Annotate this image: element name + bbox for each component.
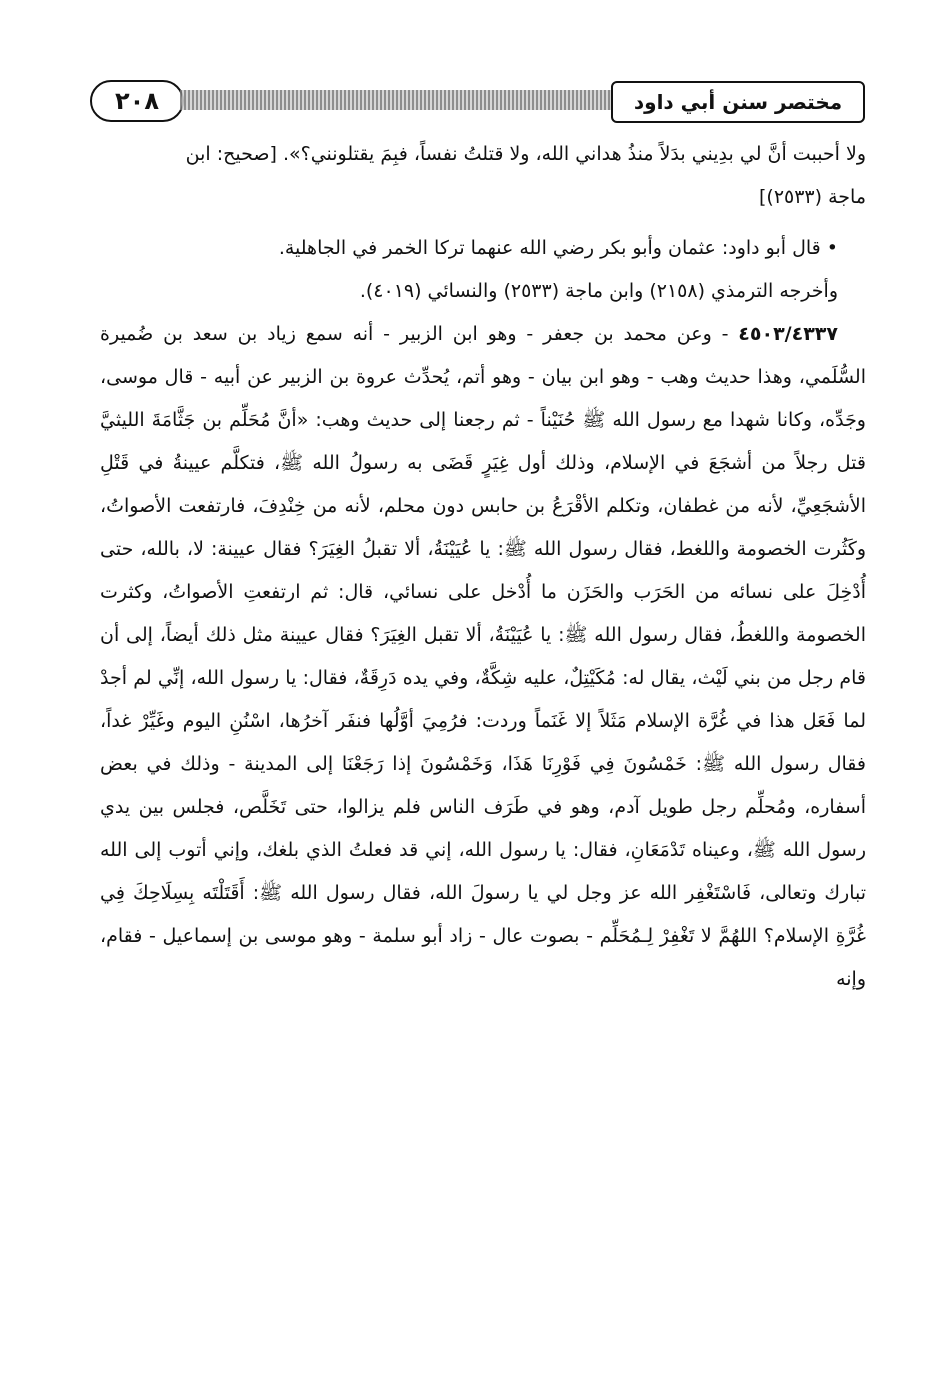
paragraph-takhrij: وأخرجه الترمذي (٢١٥٨) وابن ماجة (٢٥٣٣) والنسائي (٤٠١٩).	[359, 280, 838, 302]
book-title-box	[611, 81, 865, 123]
spacer	[100, 219, 866, 227]
hadith-ending-line-1: ولا أحببت أنَّ لي بدِيني بدَلاً منذُ هداني الله، ولا قتلتُ نفساً، فبِمَ يقتلونني؟». [صحيح: ابن	[185, 143, 866, 165]
page-header	[90, 76, 865, 124]
paragraph-hadith-ending	[100, 133, 866, 219]
page-body	[100, 133, 866, 1001]
paragraph-abu-dawud-note: • قال أبو داود: عثمان وأبو بكر رضي الله عنهما تركا الخمر في الجاهلية.	[278, 237, 838, 259]
page-number: ٢٠٨	[115, 87, 159, 115]
paragraph-hadith-4503	[100, 313, 866, 1001]
book-title: مختصر سنن أبي داود	[633, 90, 843, 114]
hadith-ending-line-2: ماجة (٢٥٣٣)]	[758, 186, 866, 208]
page-number-badge	[90, 80, 184, 122]
hadith-number: ٤٥٠٣/٤٣٣٧	[738, 323, 838, 345]
hadith-text: - وعن محمد بن جعفر - وهو ابن الزبير - أنه سمع زياد بن سعد بن ضُميرة السُّلَمي، وهذا حديث وهب - وهو ابن بيان - وهو أتم، يُحدِّث عروة بن الزبير عن أبيه - قال موسى، وجَدِّه، وكانا شهدا مع رسول الله ﷺ حُنَيْناً - ثم رجعنا إلى حديث وهب: «أنَّ مُحَلِّم بن جَثَّامَةَ الليثيَّ قتل رجلاً من أشجَعَ في الإسلام، وذلك أول غِيَرٍ قَضَى به رسولُ الله ﷺ، فتكلَّم عيينةُ في قَتْلِ الأشجَعِيِّ، لأنه من غطفان، وتكلم الأقْرَعُ بن حابس دون محلم، لأنه من خِنْدِفَ، فارتفعت الأصواتُ، وكَثُرت الخصومة واللغط، فقال رسول الله ﷺ: يا عُيَيْنَةُ، ألا تقبلُ الغِيَرَ؟ فقال عيينة: لا، بالله، حتى أُدْخِلَ على نسائه من الحَرَب والحَزَن ما أُدْخل على نسائي، قال: ثم ارتفعتِ الأصواتُ، وكثرت الخصومة واللغطُ، فقال رسول الله ﷺ: يا عُيَيْنَةُ، ألا تقبل الغِيَرَ؟ فقال عيينة مثل ذلك أيضاً، إلى أن قام رجل من بني لَيْث، يقال له: مُكَيْتِلٌ، عليه شِكَّةٌ، وفي يده دَرِقَةٌ، فقال: يا رسول الله، إنِّي لم أجدْ لما فَعَل هذا في غُرَّة الإسلام مَثَلاً إلا غَنَماً وردت: فرُمِيَ أوَّلُها فنفَر آخرُها، اسْنُنِ اليوم وغَيِّرْ غداً، فقال رسول الله ﷺ: خَمْسُونَ فِي فَوْرِنَا هَذَا، وَخَمْسُونَ إذا رَجَعْنَا إلى المدينة - وذلك في بعض أسفاره، ومُحلِّم رجل طويل آدم، وهو في طَرَف الناس فلم يزالوا، حتى تَخَلَّص، فجلس بين يدي رسول الله ﷺ، وعيناه تَدْمَعَانِ، فقال: يا رسول الله، إني قد فعلتُ الذي بلغك، وإني أتوب إلى الله تبارك وتعالى، فَاسْتَغْفِر الله عز وجل لي يا رسولَ الله، فقال رسول الله ﷺ: أَقَتَلْتَه بِسِلَاحِكَ فِي غُرَّةِ الإسلام؟ اللهُمَّ لا تَغْفِرْ لِـمُحَلِّم - بصوت عال - زاد أبو سلمة - وهو موسى بن إسماعيل - فقام، وإنه	[100, 323, 866, 990]
header-decorative-band	[180, 90, 615, 110]
